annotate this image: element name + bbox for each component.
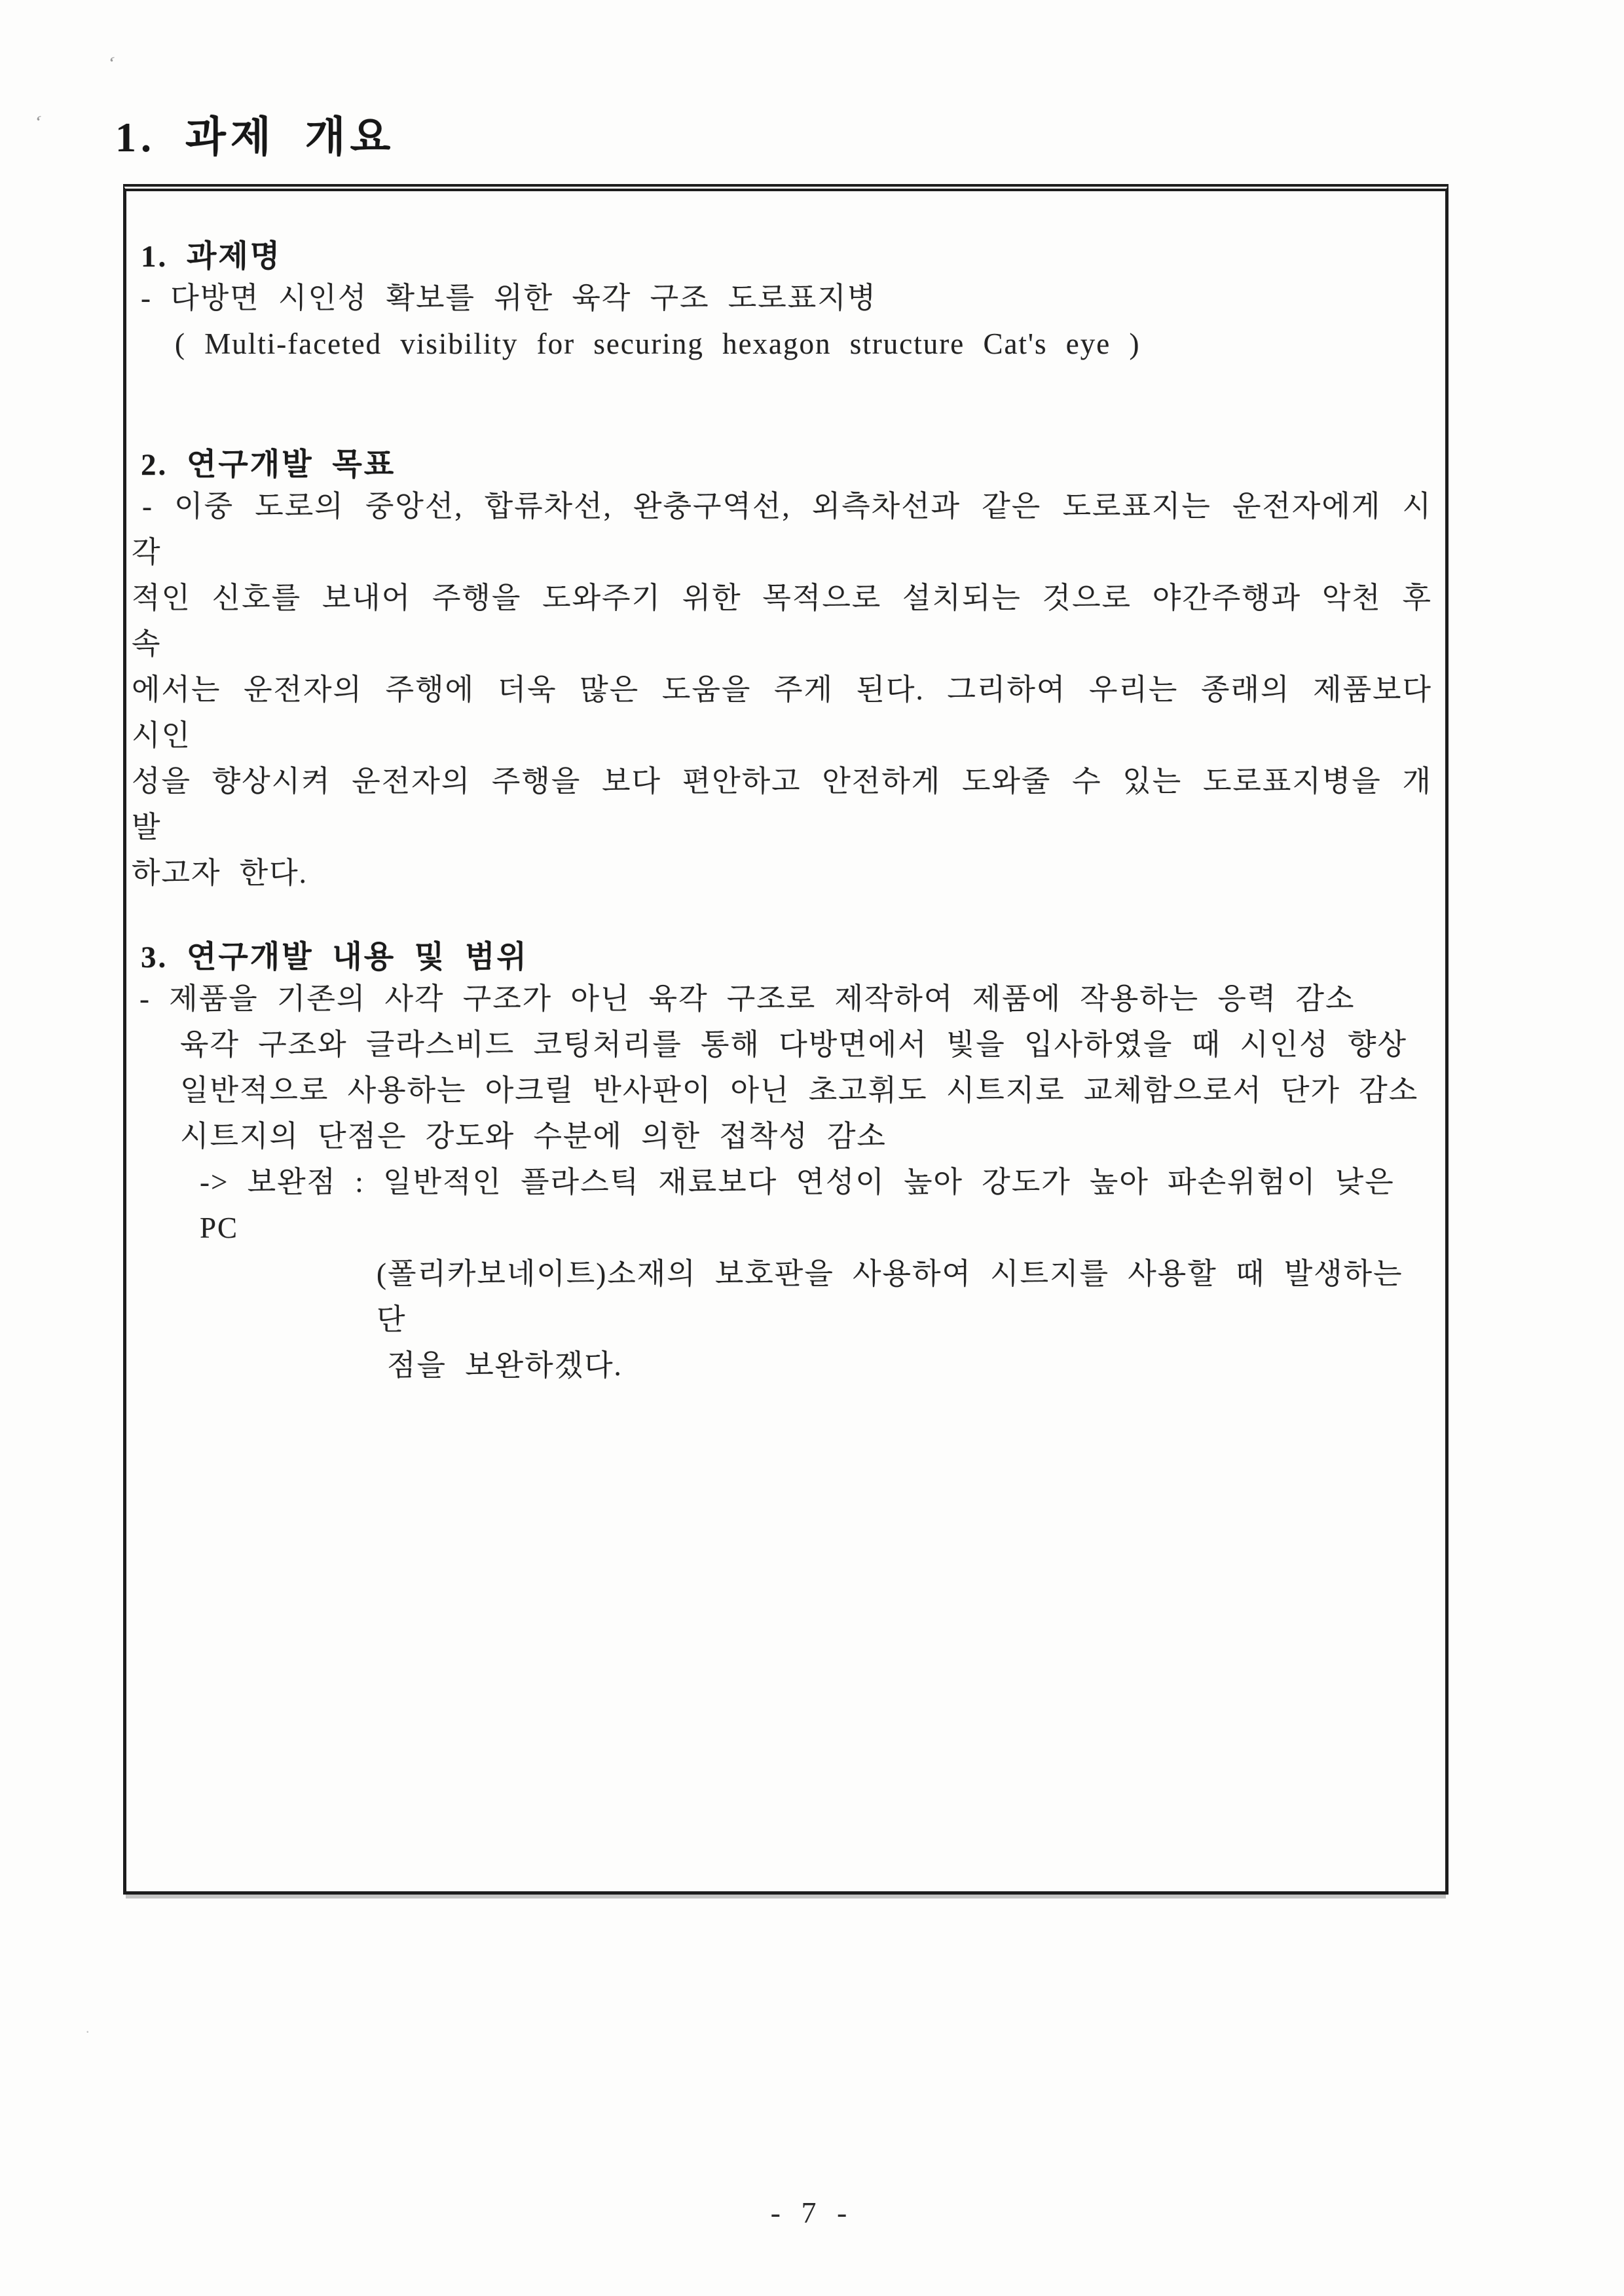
- scope-item: 시트지의 단점은 강도와 수분에 의한 접착성 감소: [180, 1120, 887, 1153]
- goal-paragraph-line: 적인 신호를 보내어 주행을 도와주기 위한 목적으로 설치되는 것으로 야간주행과 악천 후 속: [132, 582, 1432, 660]
- section-rnd-scope: [132, 939, 1432, 1388]
- page-number: - 7 -: [770, 2196, 854, 2229]
- content-box: [123, 184, 1449, 1895]
- goal-paragraph-line: - 이중 도로의 중앙선, 합류차선, 완충구역선, 외측차선과 같은 도로표지는 운전자에게 시각: [132, 490, 1432, 568]
- scan-artifact: ·: [83, 2023, 93, 2041]
- scope-item: 일반적으로 사용하는 아크릴 반사판이 아닌 초고휘도 시트지로 교체함으로서 단가 감소: [180, 1074, 1419, 1107]
- project-name-english: ( Multi-faceted visibility for securing hexagon structure Cat's eye ): [175, 327, 1141, 360]
- section1-heading: 1. 과제명: [141, 240, 282, 274]
- page-title: 1. 과제 개요: [115, 114, 396, 160]
- scope-supplement-continuation: 점을 보완하겠다.: [387, 1349, 623, 1382]
- section3-heading: 3. 연구개발 내용 및 범위: [141, 940, 528, 974]
- section2-heading: 2. 연구개발 목표: [141, 448, 396, 482]
- scope-item: - 제품을 기존의 사각 구조가 아닌 육각 구조로 제작하여 제품에 작용하는 응력 감소: [139, 982, 1356, 1015]
- scope-supplement-continuation: (폴리카보네이트)소재의 보호판을 사용하여 시트지를 사용할 때 발생하는 단: [377, 1257, 1403, 1336]
- scope-item: 육각 구조와 글라스비드 코팅처리를 통해 다방면에서 빛을 입사하였을 때 시인성 향상: [180, 1028, 1407, 1061]
- scan-artifact: ʻ: [104, 52, 118, 75]
- section-project-name: [132, 238, 1432, 367]
- goal-paragraph-line: 성을 향상시켜 운전자의 주행을 보다 편안하고 안전하게 도와줄 수 있는 도로표지병을 개발: [132, 765, 1432, 843]
- project-name-korean: - 다방면 시인성 확보를 위한 육각 구조 도로표지병: [141, 282, 877, 314]
- scope-supplement-item: -> 보완점 : 일반적인 플라스틱 재료보다 연성이 높아 강도가 높아 파손위험이 낮은 PC: [200, 1166, 1395, 1244]
- goal-paragraph-line: 에서는 운전자의 주행에 더욱 많은 도움을 주게 된다. 그리하여 우리는 종래의 제품보다 시인: [132, 673, 1432, 752]
- section-rnd-goals: [132, 447, 1432, 896]
- goal-paragraph-line: 하고자 한다.: [132, 857, 308, 889]
- scan-artifact: ʻ: [31, 111, 45, 134]
